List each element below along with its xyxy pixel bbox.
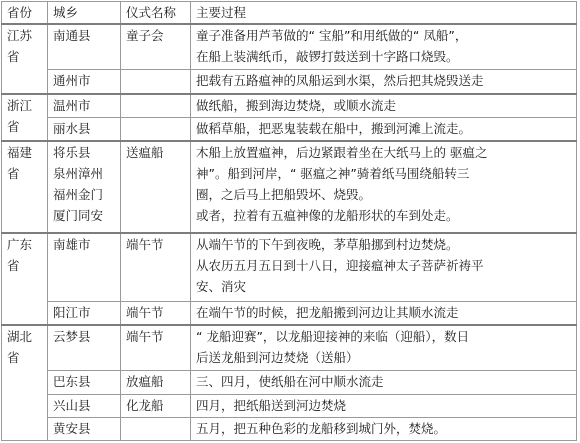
process-line: 从农历五月五日到十八日，迎接瘟神太子菩萨祈祷平 [196,257,484,273]
city-name: 黄安县 [53,421,91,437]
process-line: 把载有五路瘟神的凤船运到水渠，然后把其烧毁送走 [196,73,484,89]
table-row [2,117,577,141]
cell-process [191,371,577,395]
cell-city [48,301,121,325]
cell-city [48,371,121,395]
table-row [2,24,577,70]
cell-city [48,70,121,94]
ritual-table [1,1,577,441]
table-row [2,325,577,371]
cell-process [191,24,577,70]
process-line: 木船上放置瘟神，后边紧跟着坐在大纸马上的 驱瘟之 [196,145,488,161]
process-line: 三、四月，使纸船在河中顺水流走 [196,374,384,390]
process-line: 在端午节的时候，把龙船搬到河边让其顺水流走 [196,304,459,320]
table-row [2,70,577,94]
process-line: 安、消灾 [196,278,247,294]
cell-province: 湖北省 [2,325,48,440]
cell-ritual: 端午节 [121,233,191,302]
city-name: 南通县 [53,28,91,43]
city-name: 兴山县 [53,398,91,414]
city-name: 温州市 [53,97,91,113]
process-line: 在船上装满纸币，敲锣打鼓送到十字路口烧毁。 [196,49,459,64]
cell-province: 浙江省 [2,94,48,142]
process-line: 做纸船，搬到海边焚烧，或顺水流走 [196,97,397,113]
city-name: 福州金门 [53,187,104,203]
cell-process [191,117,577,141]
city-name: 泉州漳州 [53,166,104,182]
table-row [2,141,577,232]
process-line: 神”。船到河岸，“ 驱瘟之神”骑着纸马围绕船转三 [196,166,470,182]
process-line: 从端午节的下午到夜晚，茅草船挪到村边焚烧。 [196,236,459,252]
cell-ritual [121,117,191,141]
cell-process [191,70,577,94]
cell-province: 福建省 [2,141,48,232]
table-row [2,301,577,325]
cell-ritual [121,94,191,118]
table-body [2,24,577,441]
table-row [2,371,577,395]
table-header [2,2,577,25]
cell-province: 江苏省 [2,24,48,94]
city-name: 南雄市 [53,236,91,252]
cell-ritual: 放瘟船 [121,371,191,395]
header-city: 城乡 [48,2,121,25]
cell-city [48,94,121,118]
process-line: 五月，把五种色彩的龙船移到城门外，焚烧。 [196,421,447,437]
process-line: “ 龙船迎赛”，以龙船迎接神的来临（迎船），数日 [196,329,470,345]
cell-process [191,395,577,418]
cell-city [48,418,121,441]
process-line: 圈，之后马上把船毁坏、烧毁。 [196,187,372,203]
cell-city [48,325,121,371]
cell-city [48,24,121,70]
cell-city [48,141,121,232]
cell-process [191,418,577,441]
process-line: 后送龙船到河边焚烧（送船） [196,350,359,366]
cell-province: 广东省 [2,233,48,325]
cell-process [191,141,577,232]
cell-ritual: 端午节 [121,325,191,371]
header-province: 省份 [2,2,48,25]
cell-process [191,325,577,371]
city-name: 通州市 [53,73,91,89]
cell-ritual [121,418,191,441]
process-line: 童子准备用芦苇做的“ 宝船”和用纸做的“ 凤船”， [196,28,468,43]
process-line: 四月，把纸船送到河边焚烧 [196,398,347,414]
cell-city [48,395,121,418]
cell-process [191,233,577,302]
header-ritual: 仪式名称 [121,2,191,25]
city-name: 巴东县 [53,374,91,390]
table-row [2,395,577,418]
cell-ritual: 送瘟船 [121,141,191,232]
table-row [2,418,577,441]
table-row [2,94,577,118]
city-name: 云梦县 [53,329,91,345]
cell-process [191,301,577,325]
cell-ritual: 端午节 [121,301,191,325]
cell-city [48,117,121,141]
city-name: 丽水县 [53,120,91,136]
cell-ritual: 童子会 [121,24,191,70]
city-name: 厦门同安 [53,208,104,224]
process-line: 或者，拉着有五瘟神像的龙船形状的车到处走。 [196,208,459,224]
cell-city [48,233,121,302]
cell-ritual: 化龙船 [121,395,191,418]
cell-ritual [121,70,191,94]
city-name: 阳江市 [53,304,91,320]
cell-process [191,94,577,118]
process-line: 做稻草船，把恶鬼装载在船中，搬到河滩上流走。 [196,120,472,136]
city-name: 将乐县 [53,145,91,161]
header-process: 主要过程 [191,2,577,25]
table-row [2,233,577,302]
